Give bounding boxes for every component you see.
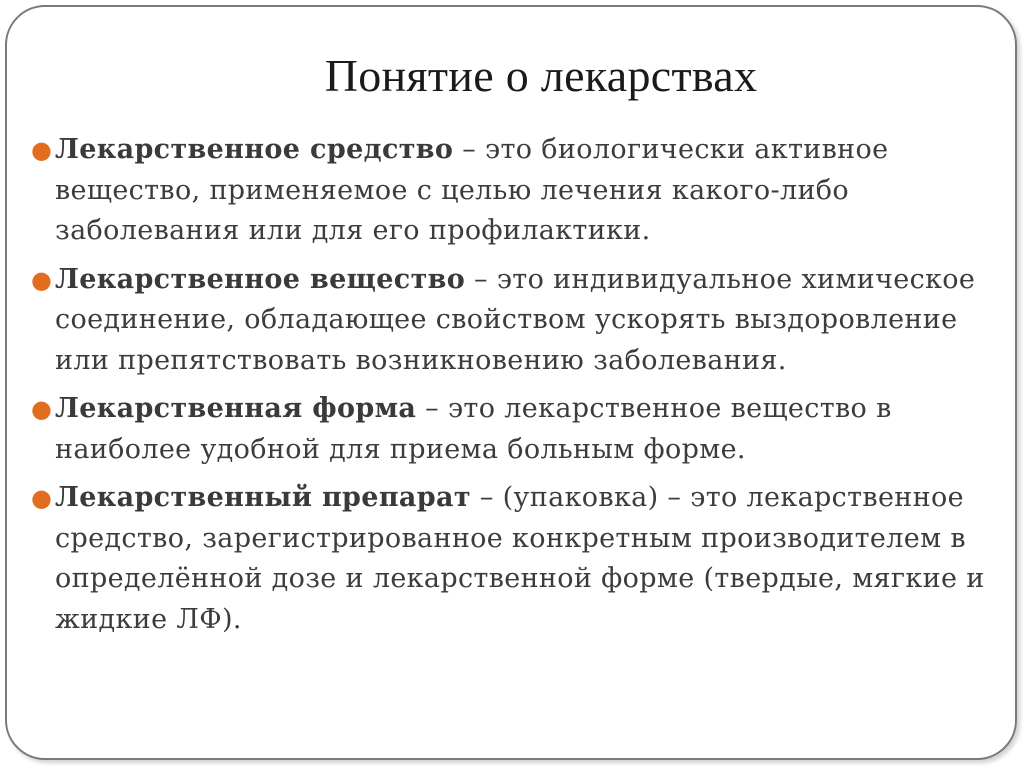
definition-text: – это лекарственное вещество в наиболее удобной для приема больным форме. [55,393,892,465]
definition-list [31,130,1005,648]
definition-text: – это биологически активное вещество, применяемое с целью лечения какого-либо заболевания или для его профилактики. [55,134,889,246]
list-item [31,478,1005,640]
list-item [31,389,1005,470]
term-label: Лекарственный препарат [55,482,471,513]
slide-title: Понятие о лекарствах [324,50,758,101]
definition-text: – (упаковка) – это лекарственное средство, зарегистрированное конкретным производителем в определённой дозе и лекарственной форме (твердые, мягкие и жидкие ЛФ). [55,482,985,635]
slide-frame [5,5,1017,760]
list-item [31,130,1005,252]
term-label: Лекарственное средство [55,134,454,165]
term-label: Лекарственное вещество [55,263,466,295]
bullet-icon: ● [31,136,53,164]
definition-text: – это индивидуальное химическое соединение, обладающее свойством ускорять выздоровление или препятствовать возникновению заболевания. [55,263,976,376]
list-item [31,260,1005,382]
term-label: Лекарственная форма [55,393,417,424]
bullet-icon: ● [31,395,53,423]
bullet-icon: ● [31,484,53,512]
bullet-icon: ● [31,265,53,294]
